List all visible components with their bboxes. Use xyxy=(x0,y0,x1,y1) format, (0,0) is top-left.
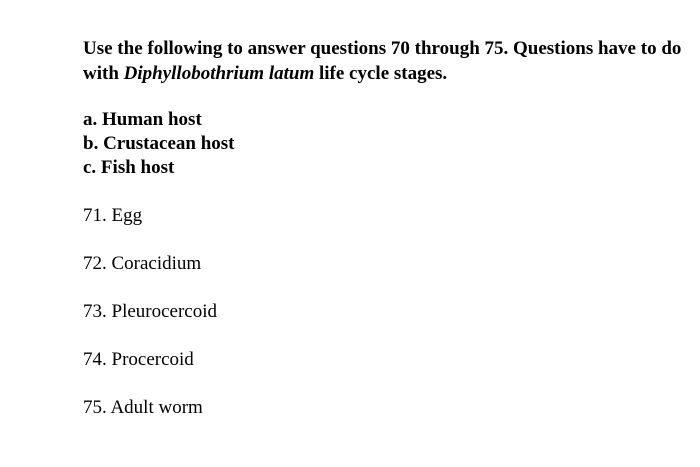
document-body xyxy=(83,36,683,420)
question-item: 75. Adult worm xyxy=(83,397,203,418)
question-item: 72. Coracidium xyxy=(83,253,202,274)
answer-option: a. Human host xyxy=(83,109,202,130)
answer-option: b. Crustacean host xyxy=(83,133,235,154)
question-item: 71. Egg xyxy=(83,205,143,226)
species-name: Diphyllobothrium latum xyxy=(123,63,315,84)
question-item: 74. Procercoid xyxy=(83,349,194,370)
instructions-text: Use the following to answer questions 70 through 75. Questions have to do with xyxy=(83,38,682,84)
answer-option: c. Fish host xyxy=(83,157,175,178)
instructions-paragraph xyxy=(83,36,683,86)
questions-list xyxy=(83,204,683,420)
answer-options-list xyxy=(83,108,683,180)
question-item: 73. Pleurocercoid xyxy=(83,301,218,322)
instructions-text-end: life cycle stages. xyxy=(314,63,448,84)
